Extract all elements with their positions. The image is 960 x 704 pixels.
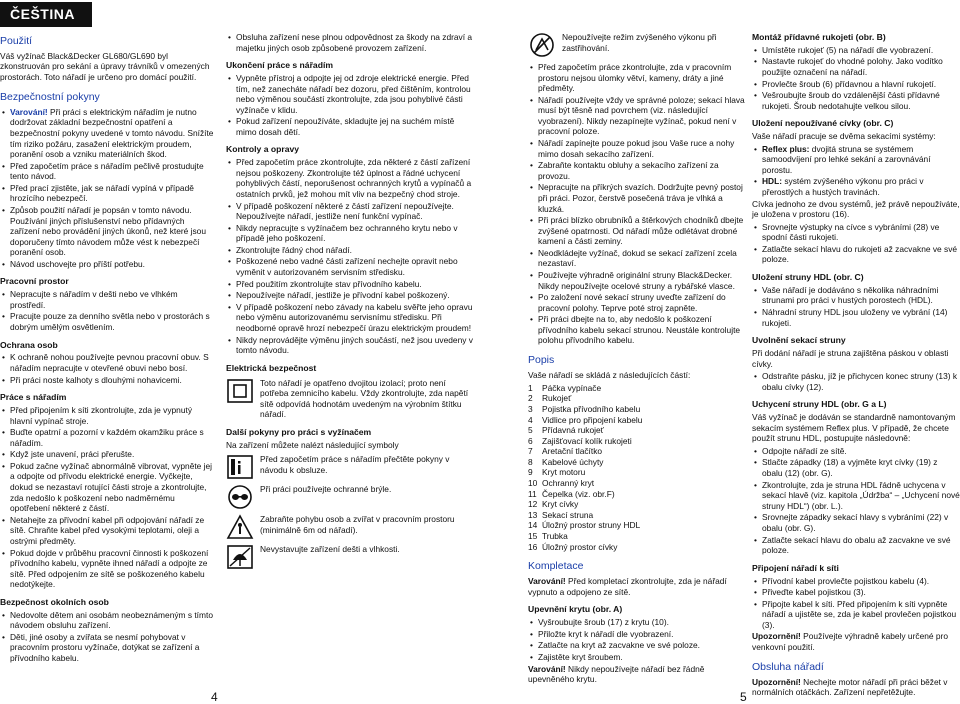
list-item: • Vyšroubujte šroub (17) z krytu (10).	[528, 617, 748, 628]
part-number: 15	[528, 530, 538, 541]
use-warn-text: Nechejte motor nářadí při práci běžet v normálních otáčkách. Zařízení nepřetěžujte.	[752, 676, 948, 698]
after-heading: Ukončení práce s nářadím	[226, 60, 333, 71]
part-number: 16	[528, 541, 538, 552]
maint-heading: Kontroly a opravy	[226, 144, 300, 155]
list-item: • Vypněte přístroj a odpojte jej od zdroje elektrické energie. Před tím, než zanecháte nářadí bez dozoru, před čištěním, kontrolou nebo výměnou součástí zkontrolujte, zda jsou pohyblivé části vyžínače v klidu.	[226, 73, 476, 115]
symbol-text: Před započetím práce s nářadím přečtěte pokyny v návodu k obsluze.	[260, 454, 450, 475]
list-item: • Způsob použití nářadí je popsán v tomto návodu. Používání jiných příslušenství nebo přídavných zařízení nebo provádění jiných úkonů, než které jsou doporučeny tímto návodem může vést k nebezpečí poranění osob.	[0, 205, 214, 258]
use-warn-lead: Upozornění!	[752, 676, 801, 687]
labels-intro: Na zařízení můžete nalézt následující symboly	[226, 439, 399, 450]
part-label: Páčka vypínače	[542, 382, 602, 393]
system-name: HDL:	[762, 176, 783, 187]
part-row	[528, 446, 748, 457]
list-item: • Zatlačte sekací hlavu do obalu až zacvakne ve své poloze.	[752, 535, 960, 556]
list-item: • Nastavte rukojeť do vhodné polohy. Jako vodítko použijte označení na nářadí.	[752, 56, 960, 77]
list-item: • Odpojte nářadí ze sítě.	[752, 446, 960, 457]
list-item: • Při práci dbejte na to, aby nedošlo k poškození přívodního kabelu sekací strunou. Neustále kontrolujte polohu přívodního kabelu.	[528, 314, 748, 346]
list-item: • Připojte kabel k síti. Před připojením k síti vypněte nářadí a ujistěte se, zda je kabel provlečen pojistkou (3).	[752, 599, 960, 631]
part-label: Čepelka (viz. obr.F)	[542, 488, 615, 499]
cut-heading: Uchycení struny HDL (obr. G a L)	[752, 399, 887, 410]
part-row	[528, 531, 748, 542]
part-number: 11	[528, 488, 537, 499]
list-item: • Obsluha zařízení nese plnou odpovědnost za škody na zdraví a majetku jiných osob způsobené provozem zařízení.	[226, 32, 476, 53]
list-item: • Zkontrolujte, zda je struna HDL řádně uchycena v sekací hlavě (viz. kapitola „Údržba“ – „Uchycení nové struny HDL“) (obr. L.).	[752, 480, 960, 512]
list-item: • V případě poškození některé z částí zařízení nepoužívejte. Nepoužívejte nářadí, jestliže není funkční vypínač.	[226, 201, 476, 222]
part-number: 10	[528, 478, 538, 489]
conn-heading: Připojení nářadí k síti	[752, 562, 839, 573]
list-item: • Zatlačte sekací hlavu do rukojeti až zacvakne ve své poloze.	[752, 244, 960, 265]
list-item: • Nepoužívejte nářadí, jestliže je přívodní kabel poškozený.	[226, 290, 476, 301]
part-label: Úložný prostor cívky	[542, 541, 618, 552]
list-item: • Při práci blízko obrubníků a štěrkových chodníků dbejte zvýšené opatrnosti. Od nářadí může odlétávat drobné kamení a části zeminy.	[528, 215, 748, 247]
list-item: • Přívodní kabel provlečte pojistkou kabelu (4).	[752, 576, 960, 587]
part-row	[528, 457, 748, 468]
fit-intro: Vaše nářadí pracuje se dvěma sekacími systémy:	[752, 131, 936, 142]
handle-heading: Montáž přídavné rukojeti (obr. B)	[752, 32, 886, 42]
warning-item	[0, 107, 214, 160]
list-item: • Před použitím zkontrolujte stav přívodního kabelu.	[226, 279, 476, 290]
part-row	[528, 499, 748, 510]
part-number: 2	[528, 393, 533, 404]
read-manual-icon	[226, 454, 254, 480]
part-label: Kryt cívky	[542, 499, 579, 510]
list-item: • Před započetím práce zkontrolujte, zda v pracovním prostoru nejsou úlomky větví, kameny, dráty a jiné předměty.	[528, 62, 748, 94]
part-row	[528, 404, 748, 415]
assy-warn-text: Před kompletací zkontrolujte, zda je nářadí vypnuto a odpojeno ze sítě.	[528, 576, 727, 597]
warning-text: Při práci s elektrickým nářadím je nutno dodržovat základní bezpečnostní opatření a bezpečnostní pokyny uvedené v tomto návodu. Snížíte tím riziko požáru, zasažení elektrickým proudem, poranění osob a vzniku materiálních škod.	[10, 106, 214, 160]
list-item: • Provlečte šroub (6) přídavnou a hlavní rukojetí.	[752, 79, 960, 90]
list-item: • Umístěte rukojeť (5) na nářadí dle vyobrazení.	[752, 45, 960, 56]
list-item: • Neodkládejte vyžínač, dokud se sekací zařízení zcela nezastaví.	[528, 248, 748, 269]
list-item: • Návod uschovejte pro příští potřebu.	[0, 259, 214, 270]
desc-heading: Popis	[528, 354, 555, 367]
list-item: • Srovnejte západky sekací hlavy s vybráními (22) v obalu (obr. G).	[752, 512, 960, 533]
part-number: 5	[528, 425, 533, 436]
list-item: • Přiložte kryt k nářadí dle vyobrazení.	[528, 629, 748, 640]
column-3	[528, 32, 748, 687]
list-item	[752, 144, 960, 176]
list-item: • Zatlačte na kryt až zacvakne ve své poloze.	[528, 640, 748, 651]
symbol-text: Zabraňte pohybu osob a zvířat v pracovním prostoru (minimálně 6m od nářadí).	[260, 514, 455, 535]
system-desc: systém zvýšeného výkonu pro práci v přerostlých a hustých travinách.	[762, 176, 924, 198]
part-number: 4	[528, 414, 533, 425]
list-item: • Nedovolte dětem ani osobám neobeznámeným s tímto návodem obsluhu zařízení.	[0, 610, 214, 631]
keep-bystanders-away-icon	[226, 514, 254, 540]
symbol-row	[226, 484, 476, 510]
double-insulation-row	[226, 378, 476, 420]
safety-heading: Bezpečnostní pokyny	[0, 90, 100, 103]
list-item: • Přiveďte kabel pojistkou (3).	[752, 587, 960, 598]
list-item: • Buďte opatrní a pozorní v každém okamžiku práce s nářadím.	[0, 427, 214, 448]
list-item: • Stlačte západky (18) a vyjměte kryt cívky (19) z obalu (12) (obr. G).	[752, 457, 960, 478]
list-item: • Nářadí zapínejte pouze pokud jsou Vaše ruce a nohy mimo dosah sekacího zařízení.	[528, 138, 748, 159]
use-heading: Obsluha nářadí	[752, 660, 824, 673]
part-number: 1	[528, 382, 533, 393]
list-item: • Pokud začne vyžínač abnormálně vibrovat, vypněte jej a odpojte od přívodu elektrické energie. Vyčkejte, dokud se nezastaví rotující části stroje a zkontrolujte, zda nedošlo k poškození nebo nadměrnému opotřebení některé z částí.	[0, 461, 214, 514]
part-number: 9	[528, 467, 533, 478]
list-item: • Srovnejte výstupky na cívce s vybráními (28) ve spodní části rukojeti.	[752, 222, 960, 243]
guard-heading: Upevnění krytu (obr. A)	[528, 604, 623, 615]
list-item	[752, 176, 960, 197]
page-number-left: 4	[211, 690, 218, 704]
part-label: Úložný prostor struny HDL	[542, 520, 641, 531]
part-row	[528, 489, 748, 500]
elec-heading: Elektrická bezpečnost	[226, 362, 317, 373]
list-item: • Před započetím práce s nářadím pečlivě prostudujte tento návod.	[0, 161, 214, 182]
list-item: • V případě poškození nebo závady na kabelu svěřte jeho opravu nebo výměnu autorizovanému servisnímu středisku. Při neodborné opravě hrozí nebezpečí úrazu elektrickým proudem!	[226, 302, 476, 334]
list-item: • Pokud zařízení nepoužíváte, skladujte jej na suchém místě mimo dosah dětí.	[226, 116, 476, 137]
spool-text: Cívka jednoho ze dvou systémů, jež právě nepoužíváte, je uložena v prostoru (16).	[752, 198, 960, 220]
part-label: Ochranný kryt	[542, 478, 595, 489]
list-item: • Zkontrolujte řádný chod nářadí.	[226, 245, 476, 256]
part-label: Sekací struna	[542, 509, 594, 520]
part-label: Rukojeť	[542, 393, 572, 404]
system-desc: dvojitá struna se systémem samoodvíjení pro lehké sekání a zarovnávání porostu.	[762, 143, 931, 175]
part-row	[528, 542, 748, 553]
part-label: Kabelové úchyty	[542, 456, 604, 467]
part-label: Pojistka přívodního kabelu	[542, 403, 641, 414]
part-number: 14	[528, 520, 538, 531]
safety-list	[0, 107, 214, 270]
language-tab: ČEŠTINA	[0, 2, 92, 27]
list-item: • Vešroubujte šroub do vzdálenější části přídavné rukojeti. Šroub nedotahujte velkou silou.	[752, 90, 960, 111]
no-boost-icon	[528, 32, 556, 58]
elec-text: Toto nářadí je opatřeno dvojitou izolací; proto není potřeba zemnicího kabelu. Vždy zkontrolujte, zda napětí sítě odpovídá hodnotám uvedeným na výrobním štítku nářadí.	[260, 377, 469, 420]
list-item: • Pokud dojde v průběhu pracovní činnosti k poškození přívodního kabelu, vypněte ihned nářadí a odpojte ze sítě. Před odpojením ze sítě se poškozeného kabelu nedotýkejte.	[0, 548, 214, 590]
list-item: • Používejte výhradně originální struny Black&Decker. Nikdy nepoužívejte ocelové struny a rybářské vlasce.	[528, 270, 748, 291]
symbol-row	[528, 32, 748, 58]
column-4	[752, 32, 960, 700]
parts-list	[528, 383, 748, 552]
part-number: 3	[528, 403, 533, 414]
list-item: • Před připojením k síti zkontrolujte, zda je vypnutý hlavní vypínač stroje.	[0, 405, 214, 426]
part-row	[528, 510, 748, 521]
guard-warning	[528, 664, 748, 685]
assy-warning	[528, 576, 748, 597]
assy-warn-lead: Varování!	[528, 576, 566, 587]
release-heading: Uvolnění sekací struny	[752, 335, 846, 346]
system-name: Reflex plus:	[762, 143, 810, 154]
list-item: • Nikdy nepracujte s vyžínačem bez ochranného krytu nebo v případě jeho poškození.	[226, 223, 476, 244]
list-item: • Před započetím práce zkontrolujte, zda některé z částí zařízení nejsou poškozeny. Zkontrolujte též úplnost a řádné uchycení pohyblivých částí, neporušenost ochranných krytů a vypínačů a ostatních prvků, jež mohou mít vliv na bezpečný chod stroje.	[226, 157, 476, 199]
part-label: Aretační tlačítko	[542, 446, 603, 457]
part-number: 8	[528, 456, 533, 467]
desc-intro: Vaše nářadí se skládá z následujících částí:	[528, 370, 691, 381]
list-item: • Náhradní struny HDL jsou uloženy ve vybrání (14) rukojeti.	[752, 307, 960, 328]
list-item: • Po založení nové sekací struny uveďte zařízení do pracovní polohy. Teprve poté stroj zapněte.	[528, 292, 748, 313]
list-item: • Odstraňte pásku, jíž je přichycen konec struny (13) k obalu cívky (12).	[752, 371, 960, 392]
column-1	[0, 0, 214, 665]
list-item: • Zajistěte kryt šroubem.	[528, 652, 748, 663]
part-number: 12	[528, 499, 538, 510]
release-text: Při dodání nářadí je struna zajištěna páskou v oblasti cívky.	[752, 348, 949, 369]
hdl-heading: Uložení struny HDL (obr. C)	[752, 272, 864, 283]
list-item: • Před prací zjistěte, jak se nářadí vypíná v případě hrozícího nebezpečí.	[0, 183, 214, 204]
use-text: Váš vyžínač Black&Decker GL680/GL690 byl zkonstruován pro sekání a úpravy trávníků v omezených prostorách. Toto nářadí je určeno pro domácí použití.	[0, 50, 210, 82]
pers-heading: Ochrana osob	[0, 339, 58, 350]
guard-warn-text: Nikdy nepoužívejte nářadí bez řádně upevněného krytu.	[528, 663, 705, 685]
symbol-text: Nepoužívejte režim zvýšeného výkonu při zastřihování.	[562, 32, 717, 53]
part-number: 6	[528, 435, 533, 446]
list-item: • Zabraňte kontaktu obluhy a sekacího zařízení za provozu.	[528, 160, 748, 181]
list-item: • Vaše nářadí je dodáváno s několika náhradními strunami pro práci v hustých porostech (HDL).	[752, 285, 960, 306]
others-heading: Bezpečnost okolních osob	[0, 596, 109, 607]
column-2	[226, 32, 476, 574]
symbol-text: Při práci používejte ochranné brýle.	[260, 484, 392, 495]
list-item: • Když jste unavení, práci přerušte.	[0, 449, 214, 460]
cut-text: Váš vyžínač je dodáván se standardně namontovaným sekacím systémem Reflex plus. V případě, že chcete použít strunu HDL, postupujte následovně:	[752, 412, 956, 444]
list-item: • Nikdy neprovádějte výměnu jiných součástí, než jsou uvedeny v tomto návodu.	[226, 335, 476, 356]
fit-heading: Uložení nepoužívané cívky (obr. C)	[752, 118, 894, 129]
part-row	[528, 425, 748, 436]
list-item: • Nepracujte s nářadím v dešti nebo ve vlhkém prostředí.	[0, 289, 214, 310]
work-heading: Práce s nářadím	[0, 392, 67, 403]
guard-warn-lead: Varování!	[528, 663, 566, 674]
list-item: • Při práci noste kalhoty s dlouhými nohavicemi.	[0, 375, 214, 386]
env-heading: Pracovní prostor	[0, 276, 69, 287]
list-item: • Netahejte za přívodní kabel při odpojování nářadí ze sítě. Chraňte kabel před vysokými teplotami, oleji a ostrými předměty.	[0, 515, 214, 547]
part-row	[528, 393, 748, 404]
list-item: • K ochraně nohou používejte pevnou pracovní obuv. S nářadím nepracujte v otevřené obuvi nebo bosí.	[0, 352, 214, 373]
part-row	[528, 436, 748, 447]
symbol-row	[226, 544, 476, 570]
part-row	[528, 520, 748, 531]
part-row	[528, 467, 748, 478]
no-rain-icon	[226, 544, 254, 570]
safety-goggles-icon	[226, 484, 254, 510]
use-heading: Použití	[0, 34, 33, 47]
caution-text: Používejte výhradně kabely určené pro venkovní použití.	[752, 631, 948, 652]
part-label: Přídavná rukojeť	[542, 425, 604, 436]
part-label: Trubka	[542, 530, 568, 541]
list-item: • Nářadí používejte vždy ve správné poloze; sekací hlava musí být těsně nad povrchem (viz. následující vyobrazení). Nikdy nezapínejte vyžínač, pokud není v pracovní poloze.	[528, 95, 748, 137]
symbol-text: Nevystavujte zařízení dešti a vlhkosti.	[260, 544, 400, 555]
part-number: 7	[528, 446, 533, 457]
labels-heading: Další pokyny pro práci s vyžínačem	[226, 426, 372, 437]
list-item: • Poškozené nebo vadné části zařízení nechejte opravit nebo vyměnit v autorizovaném servisním středisku.	[226, 256, 476, 277]
part-number: 13	[528, 509, 538, 520]
part-row	[528, 415, 748, 426]
page-number-right: 5	[740, 690, 747, 704]
use-warning	[752, 677, 960, 698]
double-insulation-icon	[226, 378, 254, 404]
warning-lead: Varování!	[10, 106, 48, 117]
list-item: • Pracujte pouze za denního světla nebo v prostorách s dobrým umělým osvětlením.	[0, 311, 214, 332]
part-row	[528, 478, 748, 489]
assy-heading: Kompletace	[528, 560, 584, 573]
part-label: Zajišťovací kolík rukojeti	[542, 435, 632, 446]
list-item: • Nepracujte na příkrých svazích. Dodržujte pevný postoj při práci. Pozor, čerstvě posečená tráva je vlhká a kluzká.	[528, 182, 748, 214]
part-label: Vidlice pro připojení kabelu	[542, 414, 643, 425]
symbol-row	[226, 454, 476, 480]
list-item: • Děti, jiné osoby a zvířata se nesmí pohybovat v pracovním prostoru vyžínače, dotýkat se zařízení a přívodního kabelu.	[0, 632, 214, 664]
symbol-row	[226, 514, 476, 540]
part-label: Kryt motoru	[542, 467, 586, 478]
part-row	[528, 383, 748, 394]
caution-lead: Upozornění!	[752, 631, 801, 642]
caution	[752, 631, 960, 652]
